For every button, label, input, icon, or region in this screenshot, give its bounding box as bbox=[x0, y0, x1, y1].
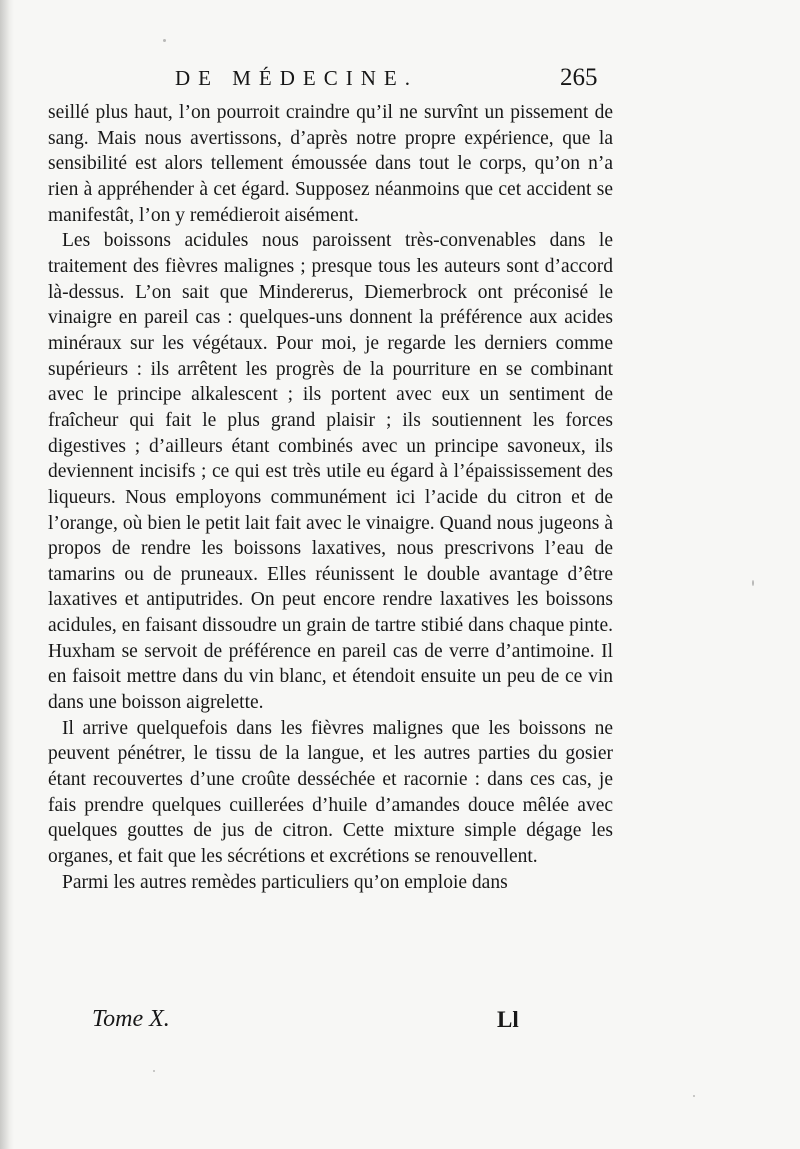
page-footer bbox=[82, 1006, 552, 1040]
running-head: DE MÉDECINE. bbox=[175, 66, 418, 90]
paragraph-2: Les boissons acidules nous paroissent très-convenables dans le traitement des fièvres malignes ; presque tous les auteurs sont d’accord là-dessus. L’on sait que Mindererus, Diemerbrock ont préconisé le vinaigre en pareil cas : quelques-uns donnent la préférence aux acides minéraux sur les végétaux. Pour moi, je regarde les derniers comme supérieurs : ils arrêtent les progrès de la pourriture en se combinant avec le principe alkalescent ; ils portent avec eux un sentiment de fraîcheur qui fait le plus grand plaisir ; ils soutiennent les forces digestives ; d’ailleurs étant combinés avec un principe savoneux, ils deviennent incisifs ; ce qui est très utile eu égard à l’épaississement des liqueurs. Nous employons communément ici l’acide du citron et de l’orange, où bien le petit lait fait avec le vinaigre. Quand nous jugeons à propos de rendre les boissons laxatives, nous prescrivons l’eau de tamarins ou de pruneaux. Elles réunissent le double avantage d’être laxatives et antiputrides. On peut encore rendre laxatives les boissons acidules, en faisant dissoudre un grain de tartre stibié dans chaque pinte. Huxham se servoit de préférence en pareil cas de verre d’antimoine. Il en faisoit mettre dans du vin blanc, et étendoit ensuite un peu de ce vin dans une boisson aigrelette. bbox=[48, 230, 613, 714]
ink-speck bbox=[693, 1095, 695, 1097]
page-gutter-shadow bbox=[0, 0, 14, 1149]
paragraph-1: seillé plus haut, l’on pourroit craindre qu’il ne survînt un pissement de sang. Mais nous avertissons, d’après notre propre expérience, que la sensibilité est alors tellement émoussée dans tout le corps, qu’on n’a rien à appréhender à cet égard. Supposez néanmoins que cet accident se manifestât, l’on y remédieroit aisément. bbox=[48, 102, 613, 226]
paragraph-4: Parmi les autres remèdes particuliers qu’on emploie dans bbox=[62, 871, 508, 893]
paragraph-3: Il arrive quelquefois dans les fièvres malignes que les boissons ne peuvent pénétrer, le tissu de la langue, et les autres parties du gosier étant recouvertes d’une croûte desséchée et racornie : dans ces cas, je fais prendre quelques cuillerées d’huile d’amandes douce mêlée avec quelques gouttes de jus de citron. Cette mixture simple dégage les organes, et fait que les sécrétions et excrétions se renouvellent. bbox=[48, 717, 613, 868]
page-header bbox=[40, 64, 620, 98]
signature-mark: Ll bbox=[497, 1007, 519, 1032]
page-number: 265 bbox=[560, 64, 598, 91]
ink-speck bbox=[153, 1070, 155, 1072]
ink-speck bbox=[163, 39, 166, 42]
volume-mark: Tome X. bbox=[92, 1006, 170, 1032]
ink-speck bbox=[752, 580, 754, 586]
body-text bbox=[48, 100, 613, 895]
